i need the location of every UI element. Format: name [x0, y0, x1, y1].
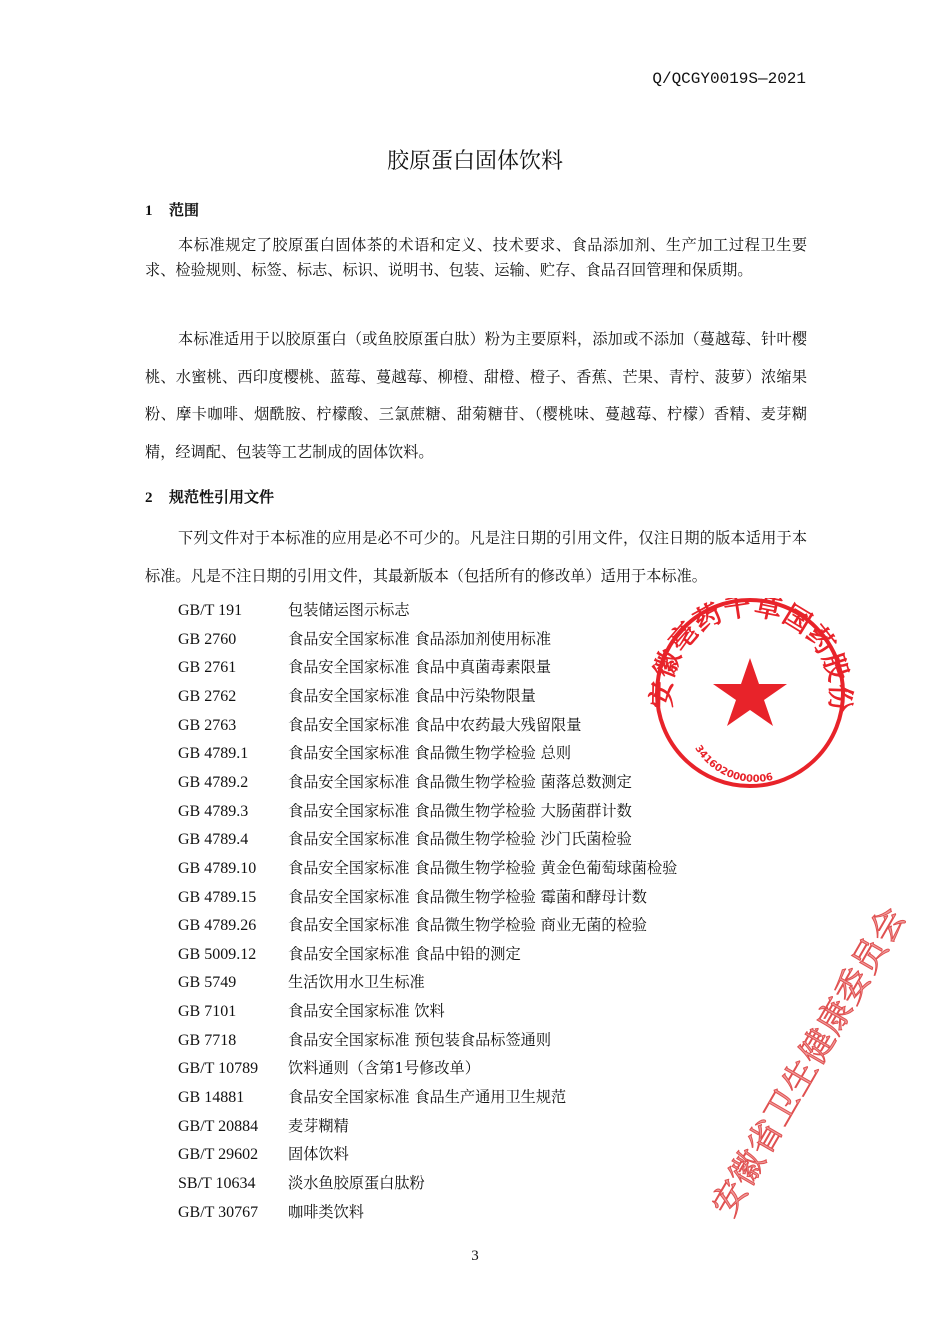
watermark: 安徽省卫生健康委员会: [704, 899, 915, 1223]
document-code: Q/QCGY0019S—2021: [652, 70, 806, 88]
reference-item: [178, 971, 425, 992]
reference-title: 食品安全国家标准 食品微生物学检验 黄金色葡萄球菌检验: [288, 858, 678, 877]
reference-title: 食品安全国家标准 食品微生物学检验 菌落总数测定: [288, 772, 632, 791]
reference-title: 固体饮料: [288, 1145, 349, 1164]
reference-title: 食品安全国家标准 饮料: [288, 1002, 445, 1021]
reference-item: [178, 599, 410, 620]
reference-item: [178, 857, 677, 878]
reference-title: 食品安全国家标准 食品微生物学检验 沙门氏菌检验: [288, 830, 632, 849]
section-number: 2: [145, 490, 153, 506]
reference-item: [178, 1115, 349, 1136]
reference-code: GB 4789.26: [178, 917, 257, 935]
reference-code: GB 2763: [178, 716, 237, 734]
reference-title: 食品安全国家标准 食品添加剂使用标准: [288, 629, 552, 648]
paragraph: 下列文件对于本标准的应用是必不可少的。凡是注日期的引用文件，仅注日期的版本适用于本标准。凡是不注日期的引用文件，其最新版本（包括所有的修改单）适用于本标准。: [145, 529, 807, 585]
reference-item: [178, 628, 551, 649]
reference-code: GB 5009.12: [178, 945, 257, 963]
section-title: 规范性引用文件: [169, 488, 275, 506]
page-title: 胶原蛋白固体饮料: [386, 149, 563, 174]
reference-item: [178, 886, 647, 907]
reference-code: GB 4789.3: [178, 802, 249, 820]
page-number: 3: [471, 1248, 479, 1264]
reference-item: [178, 828, 632, 849]
seal-code: 3416020000006: [692, 743, 775, 785]
reference-code: SB/T 10634: [178, 1175, 256, 1192]
reference-item: [178, 1029, 551, 1050]
reference-code: GB 4789.1: [178, 745, 249, 763]
reference-item: [178, 800, 632, 821]
reference-code: GB/T 30767: [178, 1203, 259, 1221]
reference-item: [178, 714, 581, 735]
paragraph: 本标准规定了胶原蛋白固体茶的术语和定义、技术要求、食品添加剂、生产加工过程卫生要求、检验规则、标签、标志、标识、说明书、包装、运输、贮存、食品召回管理和保质期。: [145, 236, 807, 279]
reference-item: [178, 1057, 480, 1078]
reference-code: GB 7101: [178, 1003, 237, 1021]
seal-name: 安徽亳药千草国药股份: [646, 598, 856, 713]
reference-title: 麦芽糊精: [288, 1116, 349, 1135]
reference-title: 食品安全国家标准 食品生产通用卫生规范: [288, 1088, 567, 1107]
section-title: 范围: [169, 201, 200, 219]
reference-code: GB/T 191: [178, 602, 243, 619]
reference-code: GB 7718: [178, 1031, 237, 1049]
reference-code: GB 2761: [178, 659, 237, 677]
reference-item: [178, 742, 571, 763]
reference-code: GB 5749: [178, 974, 237, 992]
reference-title: 食品安全国家标准 食品微生物学检验 霉菌和酵母计数: [288, 887, 647, 906]
reference-item: [178, 771, 632, 792]
reference-item: [178, 1086, 566, 1107]
reference-title: 食品安全国家标准 食品微生物学检验 大肠菌群计数: [288, 801, 632, 820]
reference-item: [178, 1000, 445, 1021]
company-seal: [640, 598, 860, 792]
reference-title: 食品安全国家标准 食品中真菌毒素限量: [288, 658, 552, 677]
reference-code: GB 2762: [178, 687, 237, 705]
reference-item: [178, 914, 647, 935]
reference-title: 包装储运图示标志: [288, 601, 410, 619]
reference-title: 咖啡类饮料: [288, 1202, 364, 1221]
reference-code: GB/T 10789: [178, 1060, 259, 1078]
reference-code: GB 2760: [178, 630, 237, 648]
reference-title: 食品安全国家标准 食品中农药最大残留限量: [288, 715, 582, 734]
svg-text:3416020000006: [692, 743, 774, 785]
reference-title: 生活饮用水卫生标准: [288, 973, 425, 992]
reference-item: [178, 656, 551, 677]
reference-item: [178, 1172, 425, 1193]
reference-code: GB 4789.4: [178, 831, 249, 849]
reference-code: GB 4789.15: [178, 888, 257, 906]
section-heading-references: [145, 486, 274, 507]
reference-title: 饮料通则（含第1号修改单）: [288, 1059, 480, 1078]
paragraph: 本标准适用于以胶原蛋白（或鱼胶原蛋白肽）粉为主要原料，添加或不添加（蔓越莓、针叶樱桃、水蜜桃、西印度樱桃、蓝莓、蔓越莓、柳橙、甜橙、橙子、香蕉、芒果、青柠、菠萝）浓缩果粉、摩卡咖啡、烟酰胺、柠檬酸、三氯蔗糖、甜菊糖苷、（樱桃味、蔓越莓、柠檬）香精、麦芽糊精，经调配、包装等工艺制成的固体饮料。: [145, 330, 807, 461]
section-heading-scope: [145, 199, 199, 220]
reference-title: 食品安全国家标准 食品中污染物限量: [288, 686, 536, 705]
section-number: 1: [145, 203, 153, 219]
reference-item: [178, 685, 536, 706]
reference-code: GB 4789.10: [178, 859, 257, 877]
reference-title: 食品安全国家标准 食品中铅的测定: [288, 944, 521, 963]
reference-title: 食品安全国家标准 预包装食品标签通则: [288, 1030, 552, 1049]
reference-title: 食品安全国家标准 食品微生物学检验 商业无菌的检验: [288, 916, 647, 935]
star-icon: [713, 658, 787, 726]
reference-code: GB/T 20884: [178, 1117, 259, 1135]
reference-code: GB 4789.2: [178, 773, 249, 791]
reference-item: [178, 1201, 364, 1222]
reference-title: 食品安全国家标准 食品微生物学检验 总则: [288, 744, 572, 763]
reference-code: GB 14881: [178, 1089, 245, 1107]
reference-code: GB/T 29602: [178, 1146, 259, 1164]
reference-title: 淡水鱼胶原蛋白肽粉: [288, 1174, 425, 1192]
reference-item: [178, 943, 521, 964]
reference-item: [178, 1143, 349, 1164]
